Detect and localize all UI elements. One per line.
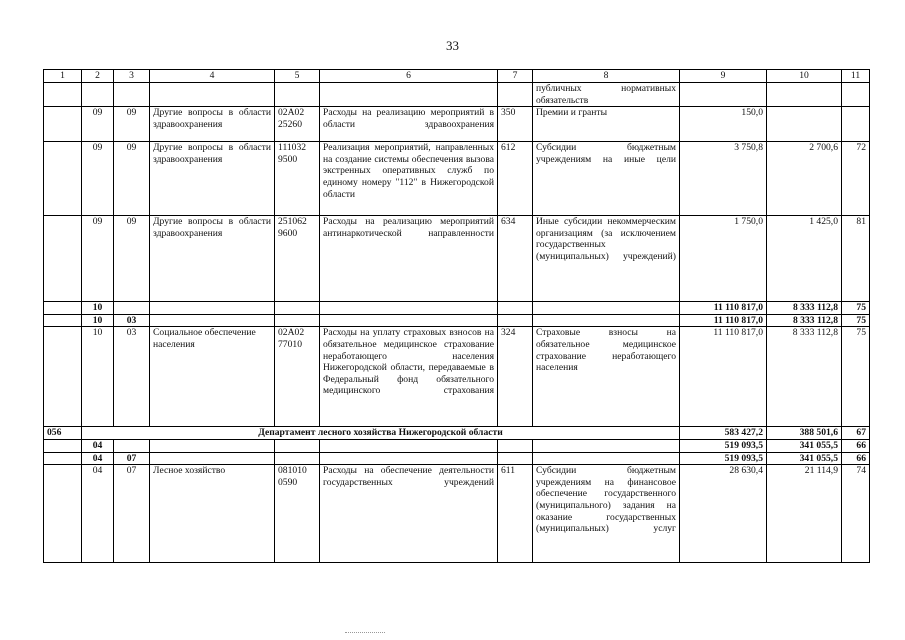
actual-amount: 21 114,9 <box>767 465 842 563</box>
target-article: 081010 0590 <box>275 465 320 563</box>
expense-type-code: 634 <box>498 216 533 302</box>
target-article-name: Реализация мероприятий, направленных на создание системы обеспечения вызова экстренных оперативных служб по единому номеру "112" в Нижегородской области <box>320 142 498 216</box>
percent: 66 <box>842 439 870 452</box>
col-header: 4 <box>150 70 275 83</box>
plan-amount: 519 093,5 <box>680 452 767 465</box>
subsection-total-row <box>44 314 870 327</box>
percent: 75 <box>842 314 870 327</box>
plan-amount: 11 110 817,0 <box>680 314 767 327</box>
expense-type-name: Субсидии бюджетным учреждениям на иные цели <box>533 142 680 216</box>
section-code: 04 <box>82 465 114 563</box>
section-code: 10 <box>82 327 114 427</box>
plan-amount: 1 750,0 <box>680 216 767 302</box>
table-row <box>44 216 870 302</box>
target-article: 111032 9500 <box>275 142 320 216</box>
percent: 74 <box>842 465 870 563</box>
actual-amount: 8 333 112,8 <box>767 327 842 427</box>
actual-amount: 1 425,0 <box>767 216 842 302</box>
actual-amount: 388 501,6 <box>767 427 842 440</box>
expense-type-name: Субсидии бюджетным учреждениям на финансовое обеспечение государственного (муниципального) задания на оказание государственных (муниципальных) услуг <box>533 465 680 563</box>
subsection-name: Другие вопросы в области здравоохранения <box>150 216 275 302</box>
table-row <box>44 465 870 563</box>
section-code: 09 <box>82 216 114 302</box>
percent: 81 <box>842 216 870 302</box>
expense-type-code: 611 <box>498 465 533 563</box>
col-header: 6 <box>320 70 498 83</box>
col-header: 10 <box>767 70 842 83</box>
col-header: 7 <box>498 70 533 83</box>
ministry-name: Департамент лесного хозяйства Нижегородской области <box>82 427 680 440</box>
plan-amount: 583 427,2 <box>680 427 767 440</box>
target-article: 02А02 77010 <box>275 327 320 427</box>
expense-type-cell: публичных нормативных обязательств <box>533 83 680 107</box>
plan-amount: 519 093,5 <box>680 439 767 452</box>
ministry-code: 056 <box>44 427 82 440</box>
subsection-name: Лесное хозяйство <box>150 465 275 563</box>
plan-amount: 150,0 <box>680 107 767 142</box>
subsection-code: 09 <box>114 216 150 302</box>
expense-type-code: 324 <box>498 327 533 427</box>
expense-type-name: Премии и гранты <box>533 107 680 142</box>
subsection-code: 09 <box>114 107 150 142</box>
actual-amount <box>767 107 842 142</box>
col-header: 9 <box>680 70 767 83</box>
percent: 75 <box>842 327 870 427</box>
page-number: 33 <box>446 38 459 53</box>
subsection-name: Социальное обеспечение населения <box>150 327 275 427</box>
section-total-row <box>44 302 870 315</box>
expense-type-name: Страховые взносы на обязательное медицинское страхование неработающего населения <box>533 327 680 427</box>
percent: 72 <box>842 142 870 216</box>
col-header: 11 <box>842 70 870 83</box>
expense-type-code: 350 <box>498 107 533 142</box>
actual-amount: 2 700,6 <box>767 142 842 216</box>
section-code: 04 <box>82 452 114 465</box>
subsection-code: 03 <box>114 327 150 427</box>
subsection-name: Другие вопросы в области здравоохранения <box>150 142 275 216</box>
subsection-code: 07 <box>114 452 150 465</box>
table-row <box>44 83 870 107</box>
budget-table <box>43 69 870 563</box>
plan-amount: 11 110 817,0 <box>680 327 767 427</box>
section-code: 10 <box>82 314 114 327</box>
section-code: 09 <box>82 107 114 142</box>
section-code: 10 <box>82 302 114 315</box>
percent: 67 <box>842 427 870 440</box>
ministry-total-row <box>44 427 870 440</box>
section-code: 09 <box>82 142 114 216</box>
plan-amount: 11 110 817,0 <box>680 302 767 315</box>
actual-amount: 341 055,5 <box>767 452 842 465</box>
col-header: 3 <box>114 70 150 83</box>
percent: 66 <box>842 452 870 465</box>
actual-amount: 341 055,5 <box>767 439 842 452</box>
table-row <box>44 327 870 427</box>
subsection-total-row <box>44 452 870 465</box>
scan-artifact <box>345 632 385 639</box>
actual-amount: 8 333 112,8 <box>767 314 842 327</box>
col-header: 2 <box>82 70 114 83</box>
target-article-name: Расходы на реализацию мероприятий антинаркотической направленности <box>320 216 498 302</box>
percent: 75 <box>842 302 870 315</box>
subsection-name: Другие вопросы в области здравоохранения <box>150 107 275 142</box>
plan-amount: 3 750,8 <box>680 142 767 216</box>
target-article-name: Расходы на обеспечение деятельности государственных учреждений <box>320 465 498 563</box>
table-row <box>44 142 870 216</box>
target-article: 251062 9600 <box>275 216 320 302</box>
table-row <box>44 107 870 142</box>
col-header: 8 <box>533 70 680 83</box>
expense-type-code: 612 <box>498 142 533 216</box>
percent <box>842 107 870 142</box>
subsection-code: 03 <box>114 314 150 327</box>
subsection-code: 09 <box>114 142 150 216</box>
plan-amount: 28 630,4 <box>680 465 767 563</box>
col-header: 5 <box>275 70 320 83</box>
target-article-name: Расходы на реализацию мероприятий в области здравоохранения <box>320 107 498 142</box>
column-number-row <box>44 70 870 83</box>
target-article-name: Расходы на уплату страховых взносов на обязательное медицинское страхование неработающего населения Нижегородской области, передаваемые в Федеральный фонд обязательного медицинского страхования <box>320 327 498 427</box>
col-header: 1 <box>44 70 82 83</box>
section-code: 04 <box>82 439 114 452</box>
target-article: 02А02 25260 <box>275 107 320 142</box>
section-total-row <box>44 439 870 452</box>
actual-amount: 8 333 112,8 <box>767 302 842 315</box>
expense-type-name: Иные субсидии некоммерческим организациям (за исключением государственных (муниципальных) учреждений) <box>533 216 680 302</box>
subsection-code: 07 <box>114 465 150 563</box>
